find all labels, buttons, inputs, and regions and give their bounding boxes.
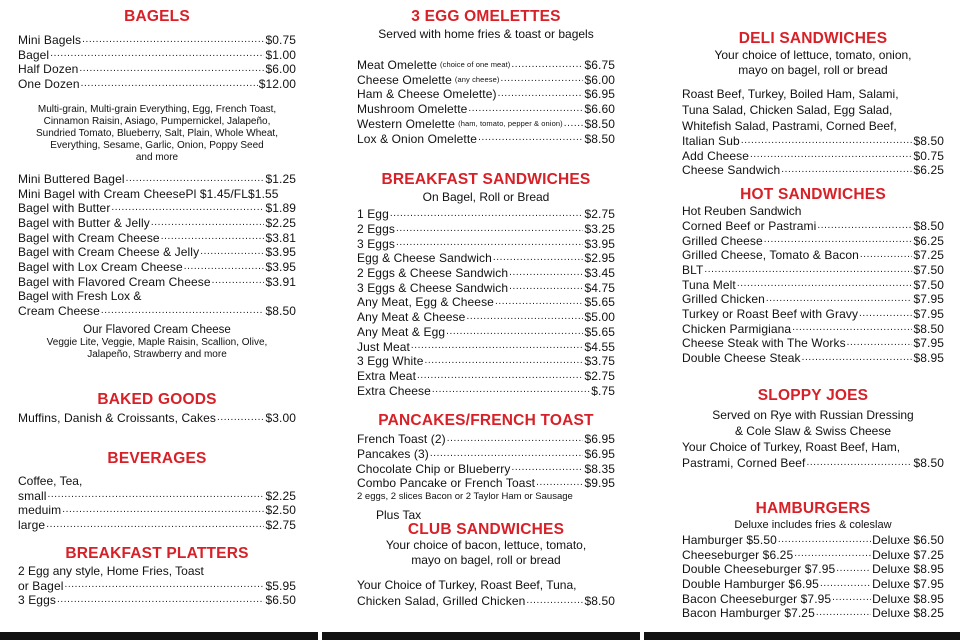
menu-item: Any Meat & Egg ..... $5.65 [357,325,615,340]
hot-sandwiches-title: HOT SANDWICHES [740,186,886,204]
platters-list: 2 Egg any style, Home Fries, Toast or Bagel ..... $5.95 3 Eggs ..... $6.50 [18,564,296,608]
menu-item: Muffins, Danish & Croissants, Cakes ..... $3.00 [18,411,296,426]
menu-item: Pancakes (3) ..... $6.95 [357,447,615,462]
menu-item: Double Hamburger $6.95 ..... Deluxe $7.95 [682,577,944,592]
menu-item: Combo Pancake or French Toast ..... $9.95 [357,476,615,491]
menu-item: Cheese Steak with The Works ..... $7.95 [682,336,944,351]
fold-mark [318,632,322,640]
pancakes-title: PANCAKES/FRENCH TOAST [378,412,594,430]
beverages-title: BEVERAGES [107,450,207,468]
deli-sandwiches-title: DELI SANDWICHES [738,30,888,47]
menu-item: Grilled Cheese, Tomato & Bacon ..... $7.25 [682,248,944,263]
omelettes-title: 3 EGG OMELETTES [411,8,561,25]
menu-item: large ..... $2.75 [18,518,296,533]
menu-item: Cheeseburger $6.25 ..... Deluxe $7.25 [682,548,944,563]
menu-item: Double Cheeseburger $7.95 ..... Deluxe $8.95 [682,562,944,577]
menu-item: Ham & Cheese Omelette) ..... $6.95 [357,87,615,102]
menu-item: Mini Bagels ..... $0.75 [18,33,296,48]
lox-line: Bagel with Fresh Lox & [18,289,142,304]
menu-item: Hamburger $5.50 ..... Deluxe $6.50 [682,533,944,548]
menu-item: Any Meat, Egg & Cheese ..... $5.65 [357,295,615,310]
menu-item: Bacon Cheeseburger $7.95 ..... Deluxe $8.95 [682,592,944,607]
menu-item: Bagel with Cream Cheese & Jelly ..... $3.95 [18,245,296,260]
menu-item: Corned Beef or Pastrami ..... $8.50 [682,219,944,234]
menu-item: Bagel with Butter ..... $1.89 [18,201,296,216]
combo-note: 2 eggs, 2 slices Bacon or 2 Taylor Ham or Sausage [357,491,573,503]
menu-item: French Toast (2) ..... $6.95 [357,432,615,447]
menu-item: Lox & Onion Omelette ..... $8.50 [357,132,615,147]
menu-item: Mini Buttered Bagel ..... $1.25 [18,172,296,187]
pancakes-list [357,432,615,503]
bagels-title: BAGELS [124,8,190,25]
menu-item: Western Omelette (ham, tomato, pepper & onion) ..... $8.50 [357,117,615,132]
fold-mark [640,632,644,640]
breakfast-sandwiches-subtitle: On Bagel, Roll or Bread [422,190,550,205]
menu-item: Bagel with Cream Cheese ..... $3.81 [18,231,296,246]
menu-item: Double Cheese Steak ..... $8.95 [682,351,944,366]
plus-tax-note: Plus Tax [376,508,422,523]
menu-item: Turkey or Roast Beef with Gravy ..... $7.95 [682,307,944,322]
menu-item: Mushroom Omelette ..... $6.60 [357,102,615,117]
club-sandwiches-title: CLUB SANDWICHES [407,521,565,539]
menu-item: Just Meat ..... $4.55 [357,340,615,355]
bagels-list-2 [18,172,296,319]
breakfast-platters-title: BREAKFAST PLATTERS [65,544,249,562]
hamburgers-subtitle: Deluxe includes fries & coleslaw [734,518,892,531]
menu-item: Cheese Sandwich ..... $6.25 [682,163,944,178]
menu-item: 3 Eggs ..... $6.50 [18,593,296,608]
hot-list: Hot Reuben Sandwich Corned Beef or Pastrami ..... $8.50 Grilled Cheese ..... $6.25 Grilled Cheese, Tomato & Bacon ..... $7.25 BLT ..... $7.50 Tuna Melt ..... $7.50 Grilled Chicken ..... $7.95 Turkey or Roast Beef with Gravy ..... $7.95 Chicken Parmigiana ..... $8.50 Cheese Steak with The Works ..... $7.95 Double Cheese Steak ..... $8.95 [682,204,944,366]
menu-item: Extra Meat ..... $2.75 [357,369,615,384]
omelettes-list [357,58,615,146]
menu-item: or Bagel ..... $5.95 [18,579,296,594]
menu-item: Cheese Omelette (any cheese) ..... $6.00 [357,73,615,88]
menu-item: 3 Egg White ..... $3.75 [357,354,615,369]
menu-item: 2 Eggs ..... $3.25 [357,222,615,237]
menu-item: Any Meat & Cheese ..... $5.00 [357,310,615,325]
bottom-fold-strip [0,632,960,640]
hamburgers-list [682,533,944,621]
flavored-cream-cheese: Our Flavored Cream Cheese Veggie Lite, Veggie, Maple Raisin, Scallion, Olive, Jalapeño, Strawberry and more [18,323,296,362]
menu-item: 3 Eggs ..... $3.95 [357,237,615,252]
menu-item: Grilled Cheese ..... $6.25 [682,234,944,249]
breakfast-sandwiches-list [357,207,615,398]
menu-item: Meat Omelette (choice of one meat) ..... $6.75 [357,58,615,73]
menu-item: Bacon Hamburger $7.25 ..... Deluxe $8.25 [682,606,944,621]
baked-goods-title: BAKED GOODS [97,391,217,409]
menu-item: Half Dozen ..... $6.00 [18,62,296,77]
menu-item: Cream Cheese ..... $8.50 [18,304,296,319]
menu-item: Bagel ..... $1.00 [18,48,296,63]
menu-item: 1 Egg ..... $2.75 [357,207,615,222]
column-left [18,8,296,608]
menu-item: Egg & Cheese Sandwich ..... $2.95 [357,251,615,266]
menu-item: Pastrami, Corned Beef ..... $8.50 [682,455,944,471]
column-right: DELI SANDWICHES Your choice of lettuce, tomato, onion, mayo on bagel, roll or bread Roast Beef, Turkey, Boiled Ham, Salami, Tuna Salad, Chicken Salad, Egg Salad, Whitefish Salad, Pastrami, Corned Beef, Italian Sub ..... $8.50 Add Cheese ..... $0.75 Cheese Sandwich ..... $6.25 HOT SANDWICHES Hot Reuben Sandwich Corned Beef or Pastrami ..... $8.50 Grilled Cheese ..... $6.25 Grilled Cheese, Tomato & Bacon ..... $7.25 BLT ..... $7.50 Tuna Melt ..... $7.50 Grilled Chicken ..... $7.95 Turkey or Roast Beef with Gravy ..... $7.95 Chicken Parmigiana ..... $8.50 Cheese Steak with The Works ..... $7.95 Double Cheese Steak ..... $8.95 SLOPPY JOES Served on Rye with Russian Dressing & Cole Slaw & Swiss Cheese Your Choice of Turkey, Roast Beef, Ham, Pastrami, Corned Beef ..... $8.50 HAMBURGERS Deluxe includes fries & coleslaw Hamburger $5.50 ..... Deluxe $6.50 Cheeseburger $6.25 ..... Deluxe $7.25 Double Cheeseburger $7.95 ..... Deluxe $8.95 Double Hamburger $6.95 ..... Deluxe $7.95 Bacon Cheeseburger $7.95 ..... Deluxe $8.95 Bacon Hamburger $7.25 ..... Deluxe $8.25 [682,8,944,621]
hamburgers-title: HAMBURGERS [755,499,871,517]
menu-item: BLT ..... $7.50 [682,263,944,278]
bagel-flavors: Multi-grain, Multi-grain Everything, Egg, French Toast, Cinnamon Raisin, Asiago, Pumpernickel, Jalapeño, Sundried Tomato, Blueberry, Salt, Plain, Whole Wheat, Everything, Sesame, Garlic, Onion, Poppy Seed and more [36,103,278,163]
menu-item: Bagel with Flavored Cream Cheese ..... $3.91 [18,275,296,290]
menu-item: Bagel with Lox Cream Cheese ..... $3.95 [18,260,296,275]
menu-item: Chicken Salad, Grilled Chicken ..... $8.50 [357,594,615,609]
menu-item: Chicken Parmigiana ..... $8.50 [682,322,944,337]
menu-item: Chocolate Chip or Blueberry ..... $8.35 [357,462,615,477]
menu-item: 2 Eggs & Cheese Sandwich ..... $3.45 [357,266,615,281]
menu-item: Tuna Melt ..... $7.50 [682,278,944,293]
menu-item: meduim ..... $2.50 [18,503,296,518]
menu-item: Extra Cheese ..... $.75 [357,384,615,399]
beverages-list: Coffee, Tea, small ..... $2.25 meduim ..... $2.50 large ..... $2.75 [18,474,296,533]
column-middle: 3 EGG OMELETTES Served with home fries & toast or bagels Meat Omelette (choice of one meat) ..... $6.75 Cheese Omelette (any cheese) ..... $6.00 Ham & Cheese Omelette) ..... $6.95 Mushroom Omelette ..... $6.60 Western Omelette (ham, tomato, pepper & onion) ..... $8.50 Lox & Onion Omelette ..... $8.50 BREAKFAST SANDWICHES On Bagel, Roll or Bread 1 Egg ..... $2.75 2 Eggs ..... $3.25 3 Eggs ..... $3.95 Egg & Cheese Sandwich ..... $2.95 2 Eggs & Cheese Sandwich ..... $3.45 3 Eggs & Cheese Sandwich ..... $4.75 Any Meat, Egg & Cheese ..... $5.65 Any Meat & Cheese ..... $5.00 Any Meat & Egg ..... $5.65 Just Meat ..... $4.55 3 Egg White ..... $3.75 Extra Meat ..... $2.75 Extra Cheese ..... $.75 PANCAKES/FRENCH TOAST French Toast (2) ..... $6.95 Pancakes (3) ..... $6.95 Chocolate Chip or Blueberry ..... $8.35 Combo Pancake or French Toast ..... $9.95 2 eggs, 2 slices Bacon or 2 Taylor Ham or Sausage Plus Tax CLUB SANDWICHES Your choice of bacon, lettuce, tomato, mayo on bagel, roll or bread Your Choice of Turkey, Roast Beef, Tuna, Chicken Salad, Grilled Chicken ..... $8.50 [357,8,615,609]
menu-item: Italian Sub ..... $8.50 [682,134,944,149]
bagels-list [18,33,296,92]
menu-item: One Dozen ..... $12.00 [18,77,296,92]
flavored-title: Our Flavored Cream Cheese [83,323,231,336]
menu-item: small ..... $2.25 [18,489,296,504]
menu-item: Bagel with Butter & Jelly ..... $2.25 [18,216,296,231]
menu-item: Add Cheese ..... $0.75 [682,149,944,164]
menu-item: 3 Eggs & Cheese Sandwich ..... $4.75 [357,281,615,296]
sloppy-joes-title: SLOPPY JOES [757,386,869,404]
deli-list: Roast Beef, Turkey, Boiled Ham, Salami, Tuna Salad, Chicken Salad, Egg Salad, Whitefish Salad, Pastrami, Corned Beef, Italian Sub ..... $8.50 Add Cheese ..... $0.75 Cheese Sandwich ..... $6.25 [682,86,944,178]
omelettes-subtitle: Served with home fries & toast or bagels [378,27,594,41]
menu-item: Mini Bagel with Cream CheesePl $1.45/FL $1.55 [18,186,279,201]
breakfast-sandwiches-title: BREAKFAST SANDWICHES [381,171,591,189]
menu-item: Grilled Chicken ..... $7.95 [682,292,944,307]
